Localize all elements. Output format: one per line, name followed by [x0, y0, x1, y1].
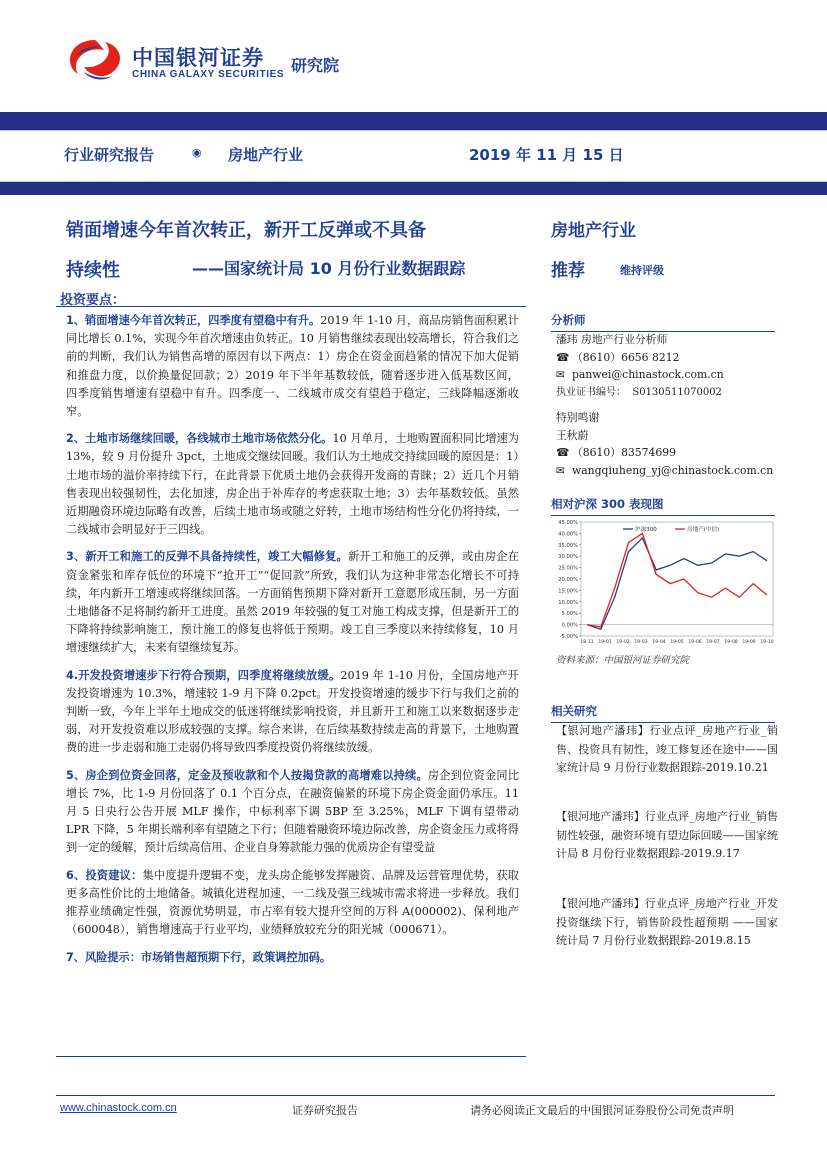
- phone-icon: ☎: [556, 446, 570, 459]
- paragraph: [66, 548, 519, 657]
- analyst-phone-row: [556, 349, 786, 367]
- thanks-phone: （8610）83574699: [572, 446, 677, 459]
- thanks-email-row: [556, 462, 786, 480]
- galaxy-logo-icon: [66, 36, 124, 84]
- report-industry: 房地产行业: [228, 146, 304, 164]
- paragraph-lead: 1、销面增速今年首次转正，四季度有望稳中有升。: [66, 314, 321, 327]
- key-points-body: [66, 312, 519, 976]
- key-points-title: 投资要点：: [60, 293, 126, 308]
- x-tick-label: 19-05: [670, 640, 684, 645]
- y-tick-label: 0.00%: [561, 622, 578, 629]
- x-tick-label: 19-09: [742, 640, 756, 645]
- mail-icon: ✉: [556, 368, 566, 381]
- x-tick-label: 19-04: [652, 640, 666, 645]
- paragraph-lead: 3、新开工和施工的反弹不具备持续性，竣工大幅修复。: [66, 550, 348, 564]
- y-tick-label: 40.00%: [558, 531, 578, 538]
- x-tick-label: 19-07: [706, 640, 720, 645]
- thanks-email[interactable]: wangqiuheng_yj@chinastock.com.cn: [572, 463, 774, 477]
- paragraph: [66, 430, 519, 539]
- thanks-name: 王秋蔚: [556, 428, 589, 442]
- series-line-1: [587, 533, 767, 627]
- series-line-0: [587, 538, 767, 629]
- plot-area: [581, 522, 773, 636]
- x-tick-label: 19-02: [616, 640, 630, 645]
- y-tick-label: 45.00%: [558, 520, 578, 526]
- related-section-title: 相关研究: [551, 703, 775, 723]
- paragraph-lead: 2、土地市场继续回暖，各线城市土地市场依然分化。: [66, 432, 333, 446]
- license-number: S0130511070002: [632, 386, 722, 398]
- related-item[interactable]: 【银河地产潘玮】行业点评_房地产行业_开发投资继续下行，销售阶段性超预期 ——国家统计局 7 月份行业数据跟踪-2019.8.15: [556, 897, 778, 947]
- paragraph-lead: 7、风险提示：市场销售超预期下行，政策调控加码。: [66, 950, 332, 964]
- paragraph: [66, 767, 519, 858]
- x-tick-label: 19-06: [688, 640, 702, 645]
- paragraph-lead: 4.开发投资增速步下行符合预期，四季度将继续放缓。: [66, 668, 341, 682]
- related-item[interactable]: 【银河地产潘玮】行业点评_房地产行业_销售韧性较强，融资环境有望边际回暖——国家统计局 8 月份行业数据跟踪-2019.9.17: [556, 810, 778, 860]
- y-tick-label: 10.00%: [558, 599, 578, 606]
- x-tick-label: 19-10: [760, 640, 774, 645]
- paragraph-body: 新开工和施工的反弹，或由房企在资金紧张和库存低位的环境下“抢开工”“促回款”所致，我们认为这种非常态化增长不可持续，年内新开工增速或将继续回落。一方面销售预期下降对新开工意愿形成压制，另一方面土地储备不足将制约新开工进度。虽然 2019 年较强的复工对施工构成支撑，但是新开工的下降将持续影响施工，预计施工的修复也将低于预期。竣工自三季度以来持续修复，10 月增速继续扩大，未来有望继续复苏。: [66, 550, 519, 655]
- analyst-email-row: [556, 366, 786, 384]
- legend-label: 沪深300: [635, 527, 657, 533]
- paragraph: [66, 667, 519, 758]
- brand-name-cn: 中国银河证券: [132, 46, 264, 70]
- paragraph-lead: 5、房企到位资金回落，定金及预收款和个人按揭贷款的高增难以持续。: [66, 768, 428, 782]
- report-type: 行业研究报告: [64, 146, 155, 164]
- footer-website-link[interactable]: www.chinastock.com.cn: [60, 1102, 177, 1114]
- y-tick-label: 5.00%: [561, 611, 578, 618]
- footer-divider: [56, 1095, 775, 1096]
- y-tick-label: 35.00%: [558, 542, 578, 549]
- report-title-line1: 销面增速今年首次转正，新开工反弹或不具备: [66, 220, 426, 241]
- thanks-label: 特别鸣谢: [556, 411, 600, 424]
- analyst-name: 潘玮 房地产行业分析师: [556, 333, 668, 346]
- phone-icon: ☎: [556, 350, 570, 364]
- chart-source: 资料来源：中国银河证券研究院: [556, 655, 690, 666]
- y-tick-label: 25.00%: [558, 565, 578, 572]
- brand-name-en: CHINA GALAXY SECURITIES: [132, 69, 285, 80]
- y-tick-label: 15.00%: [558, 588, 578, 595]
- related-item[interactable]: 【银河地产潘玮】行业点评_房地产行业_销售、投资具有韧性，竣工修复还在途中——国家统计局 9 月份行业数据跟踪-2019.10.21: [556, 724, 778, 774]
- chart-section-title: 相对沪深 300 表现图: [551, 496, 775, 516]
- side-industry: 房地产行业: [551, 221, 636, 241]
- x-tick-label: 19-08: [724, 640, 738, 645]
- y-tick-label: 20.00%: [558, 577, 578, 583]
- footer-label: 证券研究报告: [292, 1104, 358, 1117]
- paragraph: [66, 949, 519, 967]
- legend-label: 房地产(中信): [687, 527, 720, 533]
- analyst-info: [556, 331, 786, 479]
- paragraph: [66, 867, 519, 940]
- paragraph-body: 2019 年 1-10 月份，全国房地产开发投资增速为 10.3%，增速较 1-9 月下降 0.2pct。开发投资增速的缓步下行与我们之前的判断一致，今年上半年土地成交的低迷将继续影响投资，并且新开工和施工以来数据逐步走弱，对开发投资难以形成较强的支撑。综合来讲，在后续基数持续走高的背景下，土地购置费的进一步走弱和施工走弱仍将导致四季度投资仍将继续放缓。: [66, 668, 519, 755]
- analyst-section-title: 分析师: [551, 312, 775, 332]
- analyst-phone: （8610）6656 8212: [572, 350, 680, 364]
- mail-icon: ✉: [556, 463, 566, 477]
- analyst-license-row: [556, 384, 786, 402]
- footer-disclaimer: 请务必阅读正文最后的中国银河证券股份公司免责声明: [470, 1104, 734, 1117]
- rating: 推荐: [551, 261, 585, 281]
- separator-icon: ◉: [192, 146, 202, 159]
- paragraph-body: 房企到位资金同比增长 7%，比 1-9 月份回落了 0.1 个百分点，在融资偏紧的环境下房企资金面仍承压。11 月 5 日央行公告开展 MLF 操作，中标利率下调 5BP 至 3.25%，MLF 下调有望带动 LPR 下降，5 年期长端利率有望随之下行；但随着融资环境边际改善，房企资金压力或将得到一定的缓解，预计后续高信用、企业自身筹款能力强的优质房企有望受益: [66, 768, 519, 855]
- paragraph-body: 2019 年 1-10 月，商品房销售面积累计同比增长 0.1%，实现今年首次增速由负转正。10 月销售继续表现出较高增长，符合我们之前的判断，我们认为销售高增的原因有以下两点：1）房企在资金面趋紧的情况下加大促销和推盘力度，以价换量促回款；2）2019 年下半年基数较低，随着逐步进入低基数区间，四季度销售增速有望稳中有升。四季度一、二线城市成交有望趋于稳定，三线降幅逐渐收窄。: [66, 314, 519, 419]
- paragraph: [66, 312, 519, 421]
- institute-name: 研究院: [291, 56, 340, 75]
- paragraph-lead: 6、投资建议：: [66, 868, 143, 882]
- thanks-phone-row: [556, 444, 786, 462]
- x-tick-label: 19-03: [634, 640, 648, 645]
- report-title-line2: 持续性: [66, 260, 120, 281]
- y-tick-label: -5.00%: [559, 634, 578, 640]
- rating-note: 维持评级: [620, 264, 664, 277]
- paragraph-body: 10 月单月，土地购置面积同比增速为 13%，较 9 月份提升 3pct，土地成交继续回暖。我们认为土地成交持续回暖的原因是：1）土地市场的溢价率持续下行，在此背景下优质土地仍会获得开发商的青睐；2）近几个月销售表现出较强韧性，去化加速，房企出于补库存的考虑获取土地；3）去年基数较低。虽然近期融资环境边际略有改善，后续土地市场或随之好转，土地市场结构性分化仍将持续，一二线城市会明显好于三四线。: [66, 432, 519, 537]
- license-label: 执业证书编号：: [556, 386, 626, 398]
- x-tick-label: 19-01: [598, 640, 612, 645]
- x-tick-label: 18-11: [580, 640, 594, 645]
- paragraph-body: 集中度提升逻辑不变，龙头房企能够发挥融资、品牌及运营管理优势，获取更多高性价比的土地储备。城镇化进程加速，一二线及强三线城市需求将进一步释放。我们推荐业绩确定性强，资源优势明显，市占率有较大提升空间的万科 A(000002)、保利地产（600048），销售增速高于行业平均，业绩释放较充分的阳光城（000671）。: [66, 868, 519, 937]
- analyst-email[interactable]: panwei@chinastock.com.cn: [572, 368, 724, 381]
- y-tick-label: 30.00%: [558, 554, 578, 561]
- relative-performance-chart: [551, 514, 776, 658]
- report-date: 2019 年 11 月 15 日: [469, 146, 624, 164]
- report-subtitle: ——国家统计局 10 月份行业数据跟踪: [192, 259, 466, 278]
